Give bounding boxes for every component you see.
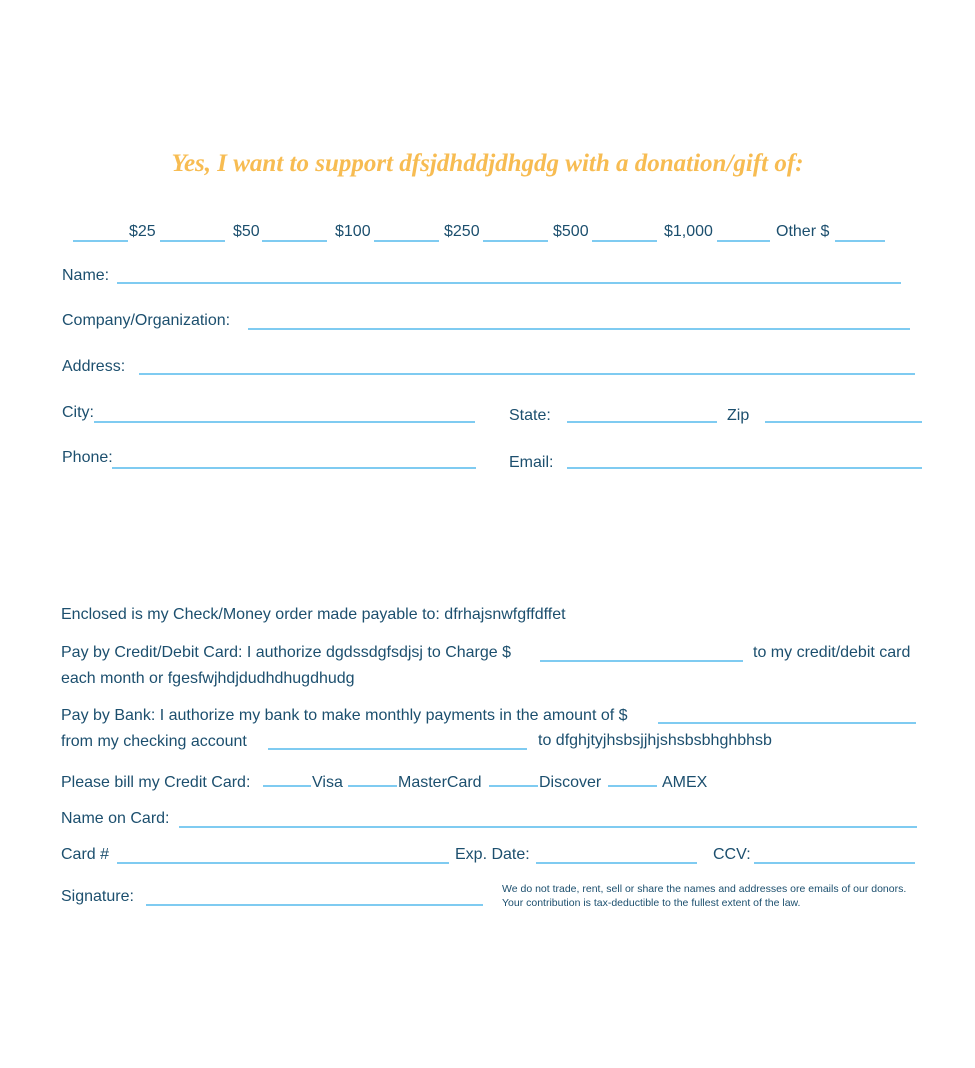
amount-500-blank[interactable] (483, 240, 548, 242)
email-label: Email: (509, 454, 554, 471)
amount-250-label: $250 (444, 223, 480, 240)
address-label: Address: (62, 358, 126, 375)
discover-blank[interactable] (489, 785, 538, 787)
discover-label: Discover (539, 774, 602, 791)
form-title: Yes, I want to support dfsjdhddjdhgdg with a donation/gift of: (171, 150, 804, 177)
state-field[interactable] (567, 421, 717, 423)
signature-label: Signature: (61, 888, 134, 905)
amex-blank[interactable] (608, 785, 657, 787)
name-on-card-field[interactable] (179, 826, 917, 828)
address-field[interactable] (139, 373, 915, 375)
amount-500-label: $500 (553, 223, 589, 240)
state-label: State: (509, 407, 551, 424)
phone-label: Phone: (62, 449, 113, 466)
card-authorize-suffix: to my credit/debit card (753, 644, 911, 661)
checking-account-label: from my checking account (61, 733, 247, 750)
visa-blank[interactable] (263, 785, 311, 787)
company-label: Company/Organization: (62, 312, 231, 329)
amount-25-blank[interactable] (73, 240, 128, 242)
mastercard-blank[interactable] (348, 785, 397, 787)
amount-other-label: Other $ (776, 223, 830, 240)
amount-25-label: $25 (129, 223, 156, 240)
amount-250-blank[interactable] (374, 240, 439, 242)
ccv-label: CCV: (713, 846, 751, 863)
enclosed-check-text: Enclosed is my Check/Money order made payable to: dfrhajsnwfgffdffet (61, 606, 566, 623)
company-field[interactable] (248, 328, 910, 330)
name-field[interactable] (117, 282, 901, 284)
amount-1000-label: $1,000 (664, 223, 713, 240)
city-label: City: (62, 404, 94, 421)
bank-amount-field[interactable] (658, 722, 916, 724)
exp-date-label: Exp. Date: (455, 846, 530, 863)
city-field[interactable] (94, 421, 475, 423)
amount-100-blank[interactable] (262, 240, 327, 242)
phone-field[interactable] (112, 467, 476, 469)
card-number-field[interactable] (117, 862, 449, 864)
zip-label: Zip (727, 407, 750, 424)
tax-deductible-note: Your contribution is tax-deductible to the fullest extent of the law. (502, 897, 801, 909)
amount-1000-blank[interactable] (592, 240, 657, 242)
name-label: Name: (62, 267, 110, 284)
amount-50-label: $50 (233, 223, 260, 240)
card-authorize-text: Pay by Credit/Debit Card: I authorize dgdssdgfsdjsj to Charge $ (61, 644, 512, 661)
zip-field[interactable] (765, 421, 922, 423)
exp-date-field[interactable] (536, 862, 697, 864)
bank-payee-text: to dfghjtyjhsbsjjhjshsbsbhghbhsb (538, 732, 772, 749)
card-authorize-frequency: each month or fgesfwjhdjdudhdhugdhudg (61, 670, 355, 687)
signature-field[interactable] (146, 904, 483, 906)
bill-card-label: Please bill my Credit Card: (61, 774, 251, 791)
card-number-label: Card # (61, 846, 110, 863)
bank-authorize-text: Pay by Bank: I authorize my bank to make monthly payments in the amount of $ (61, 707, 628, 724)
ccv-field[interactable] (754, 862, 915, 864)
checking-account-field[interactable] (268, 748, 527, 750)
amount-50-blank[interactable] (160, 240, 225, 242)
amount-other-value-field[interactable] (835, 240, 885, 242)
amount-100-label: $100 (335, 223, 371, 240)
amex-label: AMEX (662, 774, 708, 791)
visa-label: Visa (312, 774, 343, 791)
amount-other-blank[interactable] (717, 240, 770, 242)
mastercard-label: MasterCard (398, 774, 482, 791)
card-charge-amount-field[interactable] (540, 660, 743, 662)
privacy-disclaimer: We do not trade, rent, sell or share the names and addresses ore emails of our donors. (502, 883, 907, 895)
name-on-card-label: Name on Card: (61, 810, 170, 827)
email-field[interactable] (567, 467, 922, 469)
